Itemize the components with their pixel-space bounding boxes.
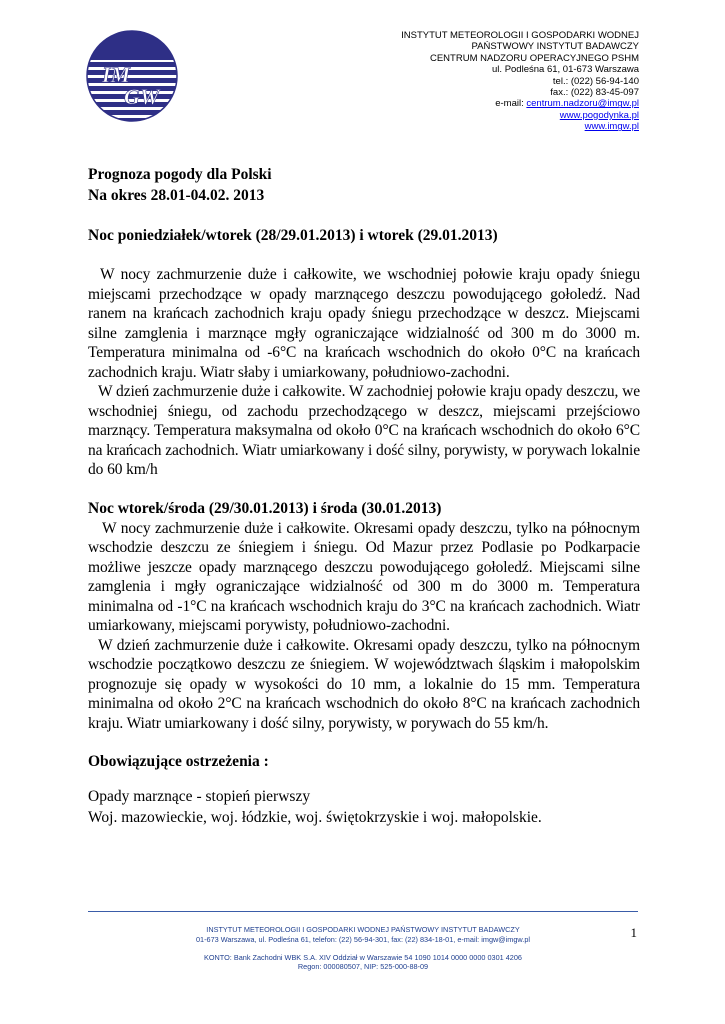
footer-regon-nip: Regon: 000080507, NIP: 525-000-88-09 <box>297 962 429 972</box>
forecast-paragraph: W dzień zachmurzenie duże i całkowite. W zachodniej połowie kraju opady deszczu, we wschodniej śniegu, od zachodu przechodzącego w deszcz, miejscami przejściowo marznący. Temperatura maksymalna od około 0°C na krańcach wschodnich do około 6°C na krańcach zachodnich. Wiatr umiarkowany i dość silny, porywisty, w porywach lokalnie do 60 km/h <box>88 383 640 478</box>
header-line: PAŃSTWOWY INSTYTUT BADAWCZY <box>471 41 639 53</box>
header-line: CENTRUM NADZORU OPERACYJNEGO PSHM <box>429 52 639 64</box>
email-link[interactable]: centrum.nadzoru@imgw.pl <box>526 98 639 110</box>
page-number: 1 <box>630 925 637 940</box>
warning-regions: Woj. mazowieckie, woj. łódzkie, woj. świętokrzyskie i woj. małopolskie. <box>88 809 542 826</box>
imgw-link[interactable]: www.imgw.pl <box>584 121 639 133</box>
header-line: INSTYTUT METEOROLOGII I GOSPODARKI WODNEJ <box>401 30 639 41</box>
svg-text:IM: IM <box>102 62 131 87</box>
footer-divider <box>88 911 638 912</box>
forecast-content <box>88 164 640 828</box>
page-footer <box>88 925 638 972</box>
header-phone: tel.: (022) 56-94-140 <box>552 75 639 87</box>
footer-contact: 01-673 Warszawa, ul. Podleśna 61, telefon: (22) 56-94-301, fax: (22) 834-18-01, e-mail: imgw@imgw.pl <box>195 934 531 944</box>
imgw-logo <box>86 30 178 122</box>
warning-line: Opady marznące - stopień pierwszy <box>88 788 311 805</box>
forecast-period: Na okres 28.01-04.02. 2013 <box>88 187 265 204</box>
section-heading: Noc wtorek/środa (29/30.01.2013) i środa (30.01.2013) <box>88 499 442 517</box>
footer-institute: INSTYTUT METEOROLOGII I GOSPODARKI WODNEJ PAŃSTWOWY INSTYTUT BADAWCZY <box>206 925 520 934</box>
header-address: ul. Podleśna 61, 01-673 Warszawa <box>492 64 639 76</box>
section-heading: Noc poniedziałek/wtorek (28/29.01.2013) i wtorek (29.01.2013) <box>88 227 498 244</box>
email-label: e-mail: <box>495 98 527 110</box>
forecast-paragraph: W dzień zachmurzenie duże i całkowite. Okresami opady deszczu, tylko na północnym wschodzie początkowo deszczu ze śniegiem. W województwach śląskim i małopolskim prognozuje się opady w wysokości do 10 mm, a lokalnie do 15 mm. Temperatura minimalna od około 2°C na krańcach wschodnich do około 8°C na krańcach zachodnich kraju. Wiatr umiarkowany i dość silny, porywisty, w porywach do 55 km/h. <box>88 636 640 732</box>
header-email-row <box>339 98 639 109</box>
document-title: Prognoza pogody dla Polski <box>88 166 272 183</box>
warnings-heading: Obowiązujące ostrzeżenia : <box>88 753 269 770</box>
pogodynka-link[interactable]: www.pogodynka.pl <box>559 109 639 121</box>
header-fax: fax.: (022) 83-45-097 <box>550 87 639 99</box>
forecast-paragraph: W nocy zachmurzenie duże i całkowite, we wschodniej połowie kraju opady śniegu miejscami przechodzące w opady marznącego deszczu powodującego gołoledź. Nad ranem na krańcach zachodnich kraju opady śniegu przechodzące w deszcz. Miejscami silne zamglenia i marznące mgły ograniczające widzialność od 300 m do 3000 m. Temperatura minimalna od -6°C na krańcach wschodnich do około 0°C na krańcach zachodnich kraju. Wiatr słaby i umiarkowany, południowo-zachodni. <box>88 266 640 381</box>
svg-text:GW: GW <box>124 84 160 109</box>
forecast-paragraph: W nocy zachmurzenie duże i całkowite. Okresami opady deszczu, tylko na północnym wschodzie deszczu ze śniegiem i śniegu. Od Mazur przez Podlasie po Podkarpacie możliwe jeszcze opady marznącego deszczu powodującego gołoledź. Miejscami silne zamglenia i mgły ograniczające widzialność od 300 m do 3000 m. Temperatura minimalna od -1°C na krańcach wschodnich kraju do 3°C na krańcach zachodnich. Wiatr umiarkowany, miejscami porywisty, południowo-zachodni. <box>88 519 640 634</box>
footer-bank-account: KONTO: Bank Zachodni WBK S.A. XIV Oddział w Warszawie 54 1090 1014 0000 0000 0301 4206 <box>203 952 522 962</box>
institute-header <box>339 30 639 133</box>
